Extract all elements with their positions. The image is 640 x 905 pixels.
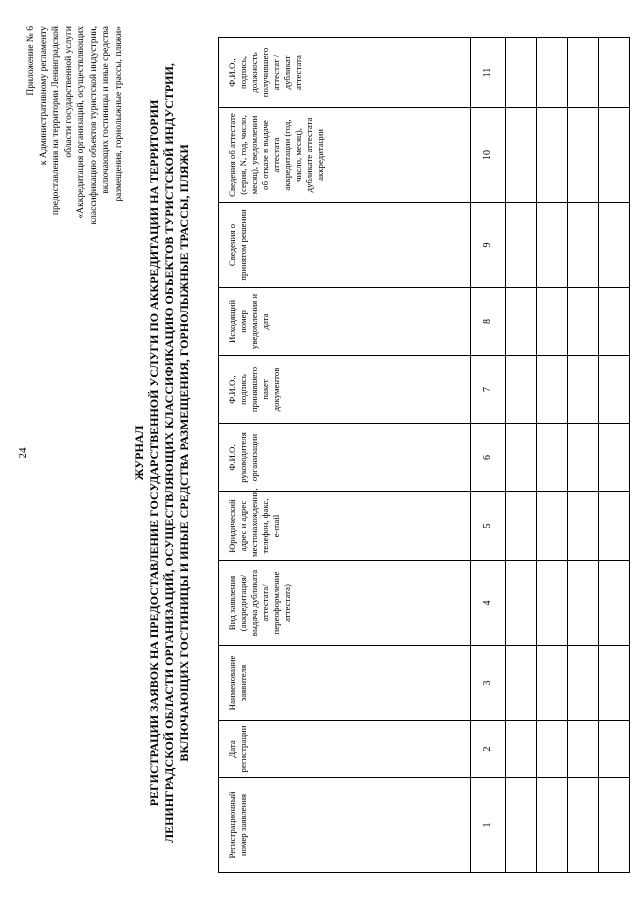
table-cell [505, 721, 536, 778]
table-cell [598, 288, 629, 356]
appendix-line: классификацию объектов туристской индустрии, [88, 26, 99, 225]
table-cell [567, 203, 598, 288]
column-number: 8 [470, 288, 505, 356]
title-line: ЖУРНАЛ [132, 425, 146, 481]
header-registration-date: Дата регистрации [219, 721, 471, 778]
rotated-page-content [17, 18, 627, 888]
table-cell [598, 356, 629, 424]
appendix-line: «Аккредитация организаций, осуществляющих [76, 26, 86, 219]
header-decision: Сведения о принятом решении [219, 203, 471, 288]
table-cell [505, 356, 536, 424]
column-number: 11 [470, 38, 505, 108]
column-number: 7 [470, 356, 505, 424]
column-number: 3 [470, 646, 505, 721]
table-cell [505, 778, 536, 873]
table-cell [598, 721, 629, 778]
table-row [567, 38, 598, 873]
header-recipient: Ф.И.О., подпись, должность получившего аттестат / дубликат аттестата [219, 38, 471, 108]
title-line: ЛЕНИНГРАДСКОЙ ОБЛАСТИ ОРГАНИЗАЦИЙ, ОСУЩЕСТВЛЯЮЩИХ КЛАССИФИКАЦИЮ ОБЪЕКТОВ ТУРИСТСКОЙ ИНДУСТРИИ, [162, 63, 176, 843]
table-header-row [219, 38, 471, 873]
table-cell [505, 561, 536, 646]
table-row [536, 38, 567, 873]
column-number: 2 [470, 721, 505, 778]
table-row [505, 38, 536, 873]
table-cell [505, 492, 536, 561]
title-line: РЕГИСТРАЦИИ ЗАЯВОК НА ПРЕДОСТАВЛЕНИЕ ГОСУДАРСТВЕННОЙ УСЛУГИ ПО АККРЕДИТАЦИИ НА ТЕРРИТОРИИ [147, 99, 161, 807]
table-cell [598, 424, 629, 492]
table-cell [598, 492, 629, 561]
table-cell [536, 203, 567, 288]
table-cell [567, 288, 598, 356]
table-cell [567, 356, 598, 424]
appendix-line: к Административному регламенту [38, 26, 49, 166]
table-cell [505, 108, 536, 203]
column-number: 4 [470, 561, 505, 646]
table-cell [536, 356, 567, 424]
table-cell [598, 646, 629, 721]
table-cell [536, 38, 567, 108]
table-cell [505, 38, 536, 108]
table-cell [536, 646, 567, 721]
header-applicant-name: Наименование заявителя [219, 646, 471, 721]
header-address: Юридический адрес и адрес местонахождения, телефон, факс, e-mail [219, 492, 471, 561]
column-number: 6 [470, 424, 505, 492]
column-number: 5 [470, 492, 505, 561]
header-certificate-info: Сведения об аттестате (серия, N, год, число, месяц), уведомлении об отказе в выдаче аттестата аккредитации (год, число, месяц), дубликате аттестата аккредитации [219, 108, 471, 203]
table-cell [567, 492, 598, 561]
appendix-note [25, 26, 125, 231]
table-cell [567, 646, 598, 721]
table-cell [598, 203, 629, 288]
header-receiver-signature: Ф.И.О., подпись принявшего пакет документов [219, 356, 471, 424]
table-cell [598, 778, 629, 873]
appendix-line: размещения, горнолыжные трассы, пляжи» [113, 26, 124, 202]
table-cell [505, 646, 536, 721]
appendix-line: включающих гостиницы и иные средства [101, 26, 111, 194]
registration-journal-table [218, 37, 630, 873]
header-application-type: Вид заявления (аккредитация/ выдача дубликата аттестата/ переоформление аттестата) [219, 561, 471, 646]
table-cell [567, 424, 598, 492]
appendix-line: Приложение № 6 [26, 26, 36, 96]
table-cell [567, 778, 598, 873]
table-cell [567, 721, 598, 778]
table-cell [598, 38, 629, 108]
column-number: 10 [470, 108, 505, 203]
journal-title [132, 18, 192, 888]
table-cell [505, 203, 536, 288]
table-cell [536, 492, 567, 561]
table-cell [536, 424, 567, 492]
appendix-line: области государственной услуги [63, 26, 74, 158]
page-number: 24 [17, 447, 29, 459]
table-cell [536, 561, 567, 646]
title-line: ВКЛЮЧАЮЩИХ ГОСТИНИЦЫ И ИНЫЕ СРЕДСТВА РАЗМЕЩЕНИЯ, ГОРНОЛЫЖНЫЕ ТРАССЫ, ПЛЯЖИ [177, 144, 191, 762]
table-cell [505, 288, 536, 356]
table-cell [505, 424, 536, 492]
column-number: 1 [470, 778, 505, 873]
column-number: 9 [470, 203, 505, 288]
table-cell [567, 108, 598, 203]
header-notice-number: Исходящий номер уведомления и дата [219, 288, 471, 356]
table-cell [536, 108, 567, 203]
header-registration-number: Регистрационный номер заявления [219, 778, 471, 873]
table-cell [536, 778, 567, 873]
table-cell [536, 288, 567, 356]
table-cell [567, 561, 598, 646]
table-cell [598, 561, 629, 646]
table-cell [598, 108, 629, 203]
column-number-row [470, 38, 505, 873]
header-director-name: Ф.И.О. руководителя организации [219, 424, 471, 492]
table-cell [567, 38, 598, 108]
table-row [598, 38, 629, 873]
appendix-line: предоставления на территории Ленинградской [51, 26, 61, 216]
table-cell [536, 721, 567, 778]
